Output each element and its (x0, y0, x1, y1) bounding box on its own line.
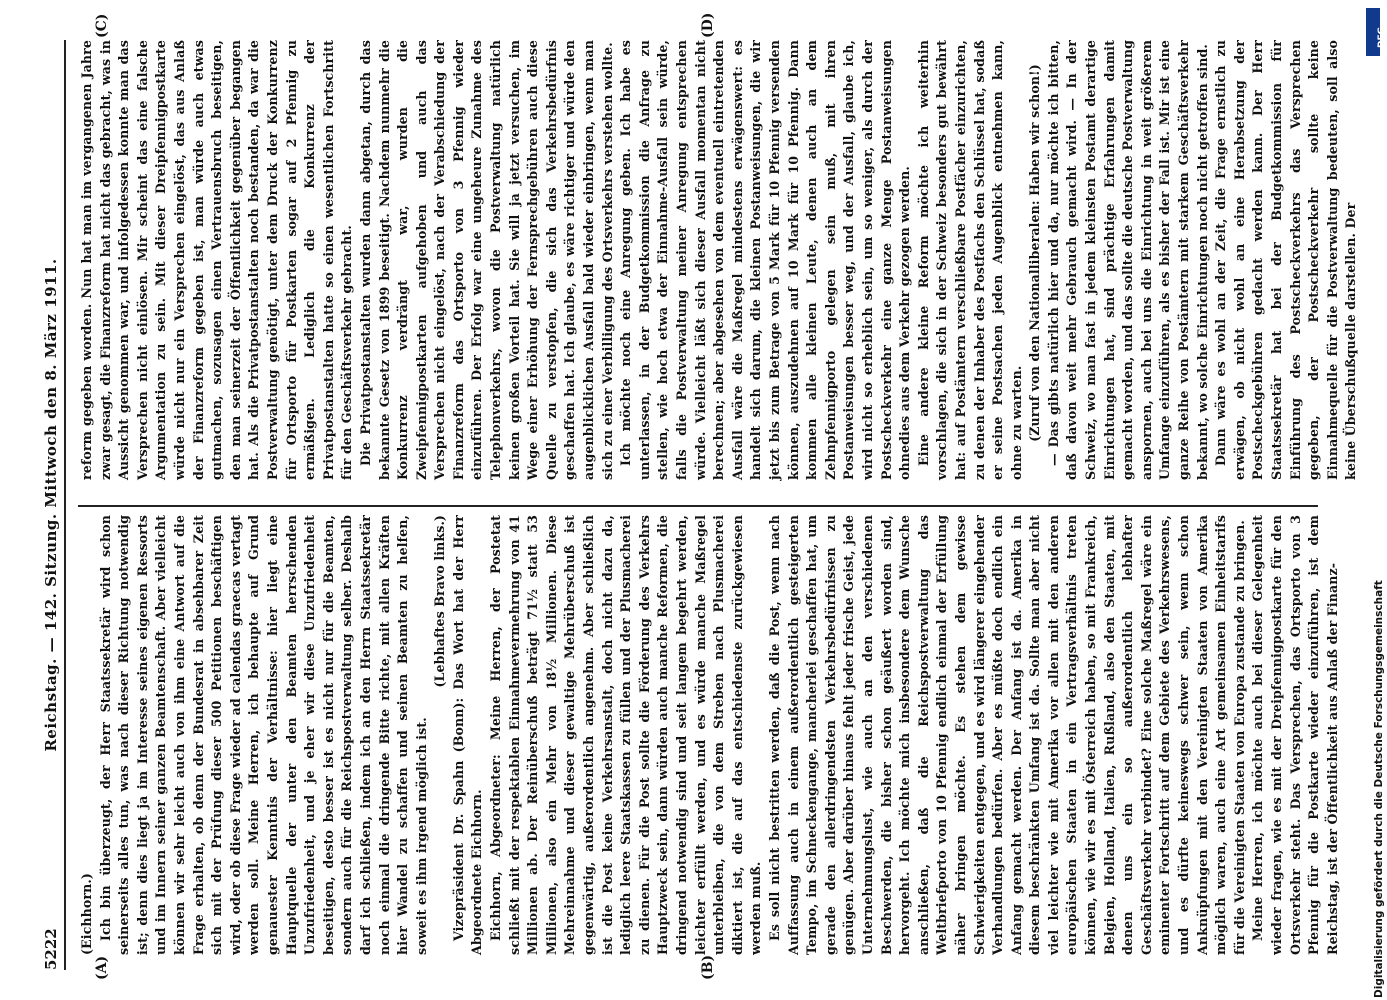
paragraph: (Lebhaftes Bravo links.) (432, 515, 448, 688)
page-title: Reichstag. — 142. Sitzung. Mittwoch den 8. März 1911. (42, 258, 60, 752)
digitization-note: Digitalisierung gefördert durch die Deutsche Forschungsgemeinschaft (1373, 580, 1385, 998)
margin-marker-d: (D) (700, 12, 716, 38)
left-column (78, 515, 1340, 955)
paragraph: reform gegeben worden. Nun hat man im vergangenen Jahre zwar gesagt, die Finanzreform hat nicht das gebracht, was in Aussicht genommen war, und infolgedessen konnte man das Versprechen nicht einlösen. Mir scheint das eine falsche Argumentation zu sein. Mit dieser Dreipfennigpostkarte würde nicht nur ein Versprechen eingelöst, das aus Anlaß der Finanzreform gegeben ist, man würde auch etwas gutmachen, sozusagen einen Vertrauensbruch beseitigen, den man seinerzeit der Öffentlichkeit gegenüber begangen hat. Als die Privatpostanstalten noch bestanden, da war die Postverwaltung genötigt, unter dem Druck der Konkurrenz für Ortsporto für Postkarten sogar auf 2 Pfennig zu ermäßigen. Lediglich die Konkurrenz der Privatpostanstalten hatte so einen wesentlichen Fortschritt für den Geschäftsverkehr gebracht. (79, 40, 355, 480)
page-number: 5222 (42, 928, 60, 970)
paragraph: Ich möchte noch eine Anregung geben. Ich habe es unterlassen, in der Budgetkommission die Anfrage zu stellen, wie hoch etwa der Einnahme-Ausfall sein würde, falls die Postverwaltung meiner Anregung entsprechen würde. Vielleicht läßt sich dieser Ausfall momentan nicht berechnen; aber abgesehen von dem eventuell eintretenden Ausfall wäre die Maßregel mindestens erwägenswert: es handelt sich darum, die kleinen Postanweisungen, die wir jetzt bis zum Betrage von 5 Mark für 10 Pfennig versenden können, auszudehnen auf 10 Mark für 10 Pfennig. Dann kommen alle kleinen Leute, denen auch an dem Zehnpfennigporto gelegen sein muß, mit ihren Postanweisungen besser weg, und der Ausfall, glaube ich, wird nicht so erheblich sein, um so weniger, als durch der Postscheckverkehr eine ganze Menge Postanweisungen ohnedies aus dem Verkehr gezogen werden. (618, 40, 913, 480)
paragraph: Ich bin überzeugt, der Herr Staatssekretär wird schon seinerseits alles tun, was nach dieser Richtung notwendig ist; denn dies liegt ja im Interesse seines eigenen Ressorts und im Innern seiner ganzen Beamtenschaft. Aber vielleicht können wir sehr leicht auch von ihm eine Antwort auf die Frage erhalten, ob denn der Bundesrat in absehbarer Zeit sich mit der Prüfung dieser 500 Petitionen beschäftigen wird, oder ob diese Frage wieder ad calendas graecas vertagt werden soll. Meine Herren, ich behaupte auf Grund genauester Kenntnis der Verhältnisse: hier liegt eine Hauptquelle der unter den Beamten herrschenden Unzufriedenheit, und je eher wir diese Unzufriedenheit beseitigen, desto besser ist es nicht nur für die Beamten, sondern auch für die Reichspostverwaltung selber. Deshalb darf ich schließen, indem ich an den Herrn Staatssekretär noch einmal die dringende Bitte richte, mit allen Kräften hier Wandel zu schaffen und seinen Beamten zu helfen, soweit es ihm irgend möglich ist. (97, 515, 429, 955)
paragraph: (Zuruf von den Nationalliberalen: Haben wir schon!) (1027, 64, 1043, 442)
paragraph: Meine Herren, ich möchte auch bei dieser Gelegenheit wieder fragen, wie es mit der Dreipfennigpostkarte für den Ortsverkehr steht. Das Versprechen, das Ortsporto von 3 Pfennig für die Postkarte wieder einzuführen, ist dem Reichstag, ist der Öffentlichkeit aus Anlaß der Finanz- (1250, 515, 1340, 955)
paragraph: Eichhorn, Abgeordneter: Meine Herren, der Postetat schließt mit der respektablen Einnahmevermehrung von 41 Millionen ab. Der Reinüberschuß beträgt 71½ statt 53 Millionen, also ein Mehr von 18½ Millionen. Diese Mehreinnahme und dieser gewaltige Mehrüberschuß ist gegenwärtig, außerordentlich angenehm. Aber schließlich ist die Post keine Verkehrsanstalt, doch nicht dazu da, lediglich leere Staatskassen zu füllen und der Plusmacherei zu dienen. Für die Post sollte die Förderung des Verkehrs Hauptzweck sein, dann würden auch manche Reformen, die dringend notwendig sind und seit langem begehrt werden, leichter erfüllt werden, und es würde manche Maßregel unterbleiben, die von dem Streben nach Plusmacherei diktiert ist, die auf das entschiedenste zurückgewiesen werden muß. (488, 515, 764, 955)
paragraph: Eine andere kleine Reform möchte ich weiterhin vorschlagen, die sich in der Schweiz besonders gut bewährt hat: auf Postämtern verschließbare Postfächer einzurichten, zu denen der Inhaber des Postfachs den Schlüssel hat, sodaß er seine Postsachen jeden Augenblick entnehmen kann, ohne zu warten. (915, 40, 1024, 480)
paragraph: (Eichhorn.) (79, 873, 94, 955)
right-column (78, 40, 1359, 480)
paragraph: Die Privatpostanstalten wurden dann abgetan, durch das bekannte Gesetz von 1899 beseitigt. Nachdem nunmehr die Konkurrenz verdrängt war, wurden die Zweipfennigpostkarten aufgehoben und auch das Versprechen nicht eingelöst, nach der Verabschiedung der Finanzreform das Ortsporto von 3 Pfennig wieder einzuführen. Der Erfolg war eine ungeheure Zunahme des Telephonverkehrs, wovon die Postverwaltung natürlich keinen großen Vorteil hat. Sie will ja jetzt versuchen, im Wege einer Erhöhung der Fernsprechgebühren auch diese Quelle zu verstopfen, die sich das Verkehrsbedürfnis geschaffen hat. Ich glaube, es wäre richtiger und würde den augenblicklichen Ausfall bald wieder einbringen, wenn man sich zu einer Verbilligung des Ortsverkehrs verstehen wollte. (357, 40, 615, 480)
dfg-logo-text: DFG (1377, 26, 1387, 48)
paragraph: Dann wäre es wohl an der Zeit, die Frage ernstlich zu erwägen, ob nicht wohl an eine Herabsetzung der Postscheckgebühren gedacht werden kann. Der Herr Staatssekretär hat bei der Budgetkommission für Einführung des Postscheckverkehrs das Versprechen gegeben, der Postscheckverkehr sollte keine Einnahmequelle für die Postverwaltung bedeuten, soll also keine Überschußquelle darstellen. Der (1213, 40, 1359, 480)
margin-marker-c: (C) (94, 13, 110, 38)
margin-marker-b: (B) (700, 954, 716, 980)
margin-marker-a: (A) (94, 955, 110, 980)
paragraph: — Das gibts natürlich hier und da, nur möchte ich bitten, daß davon weit mehr Gebrauch gemacht wird. — In der Schweiz, wo man fast in jedem kleinsten Postamt derartige Einrichtungen hat, sind prächtige Erfahrungen damit gemacht worden, und das sollte die deutsche Postverwaltung anspornen, auch bei uns die Einrichtung in weit größerem Umfange einzuführen, als es bisher der Fall ist. Mir ist eine ganze Reihe von Postämtern mit starkem Geschäftsverkehr bekannt, wo solche Einrichtungen noch nicht getroffen sind. (1045, 40, 1210, 480)
paragraph: Vizepräsident Dr. Spahn (Bonn): Das Wort hat der Herr Abgeordnete Eichhorn. (450, 515, 485, 955)
page-header (40, 40, 66, 970)
column-divider (78, 505, 1318, 507)
paragraph: Es soll nicht bestritten werden, daß die Post, wenn nach Auffassung auch in einem außerordentlich gesteigerten Tempo, im Schneckengange, mancherlei geschaffen hat, um gerade den allerdringendsten Verkehrsbedürfnissen zu genügen. Aber darüber hinaus fehlt jeder frische Geist, jede Unternehmungslust, wie auch an den verschiedenen Beschwerden, die bisher schon geäußert worden sind, hervorgeht. Ich möchte mich insbesondere dem Wunsche anschließen, daß die Reichspostverwaltung das Weltbriefporto von 10 Pfennig endlich einmal der Erfüllung näher bringen möchte. Es stehen dem gewisse Schwierigkeiten entgegen, und es wird längerer eingehender Verhandlungen bedürfen. Aber es müßte doch endlich ein Anfang gemacht werden. Der Anfang ist da. Amerika in diesem beschränkten Umfang ist da. Sollte man aber nicht viel leichter wie mit Amerika vor allen mit den anderen europäischen Staaten in ein Vertragsverhältnis treten können, wie wir es mit Österreich haben, so mit Frankreich, Belgien, Holland, Italien, Rußland, also den Staaten, mit denen uns ein so außerordentlich lebhafter Geschäftsverkehr verbindet? Eine solche Maßregel wäre ein eminenter Fortschritt auf dem Gebiete des Verkehrswesens, und es dürfte keineswegs schwer sein, wenn schon Anknüpfungen mit den Vereinigten Staaten von Amerika möglich waren, auch eine Art gemeinsamen Einheitstarifs für die Vereinigten Staaten von Europa zustande zu bringen. (766, 515, 1247, 955)
